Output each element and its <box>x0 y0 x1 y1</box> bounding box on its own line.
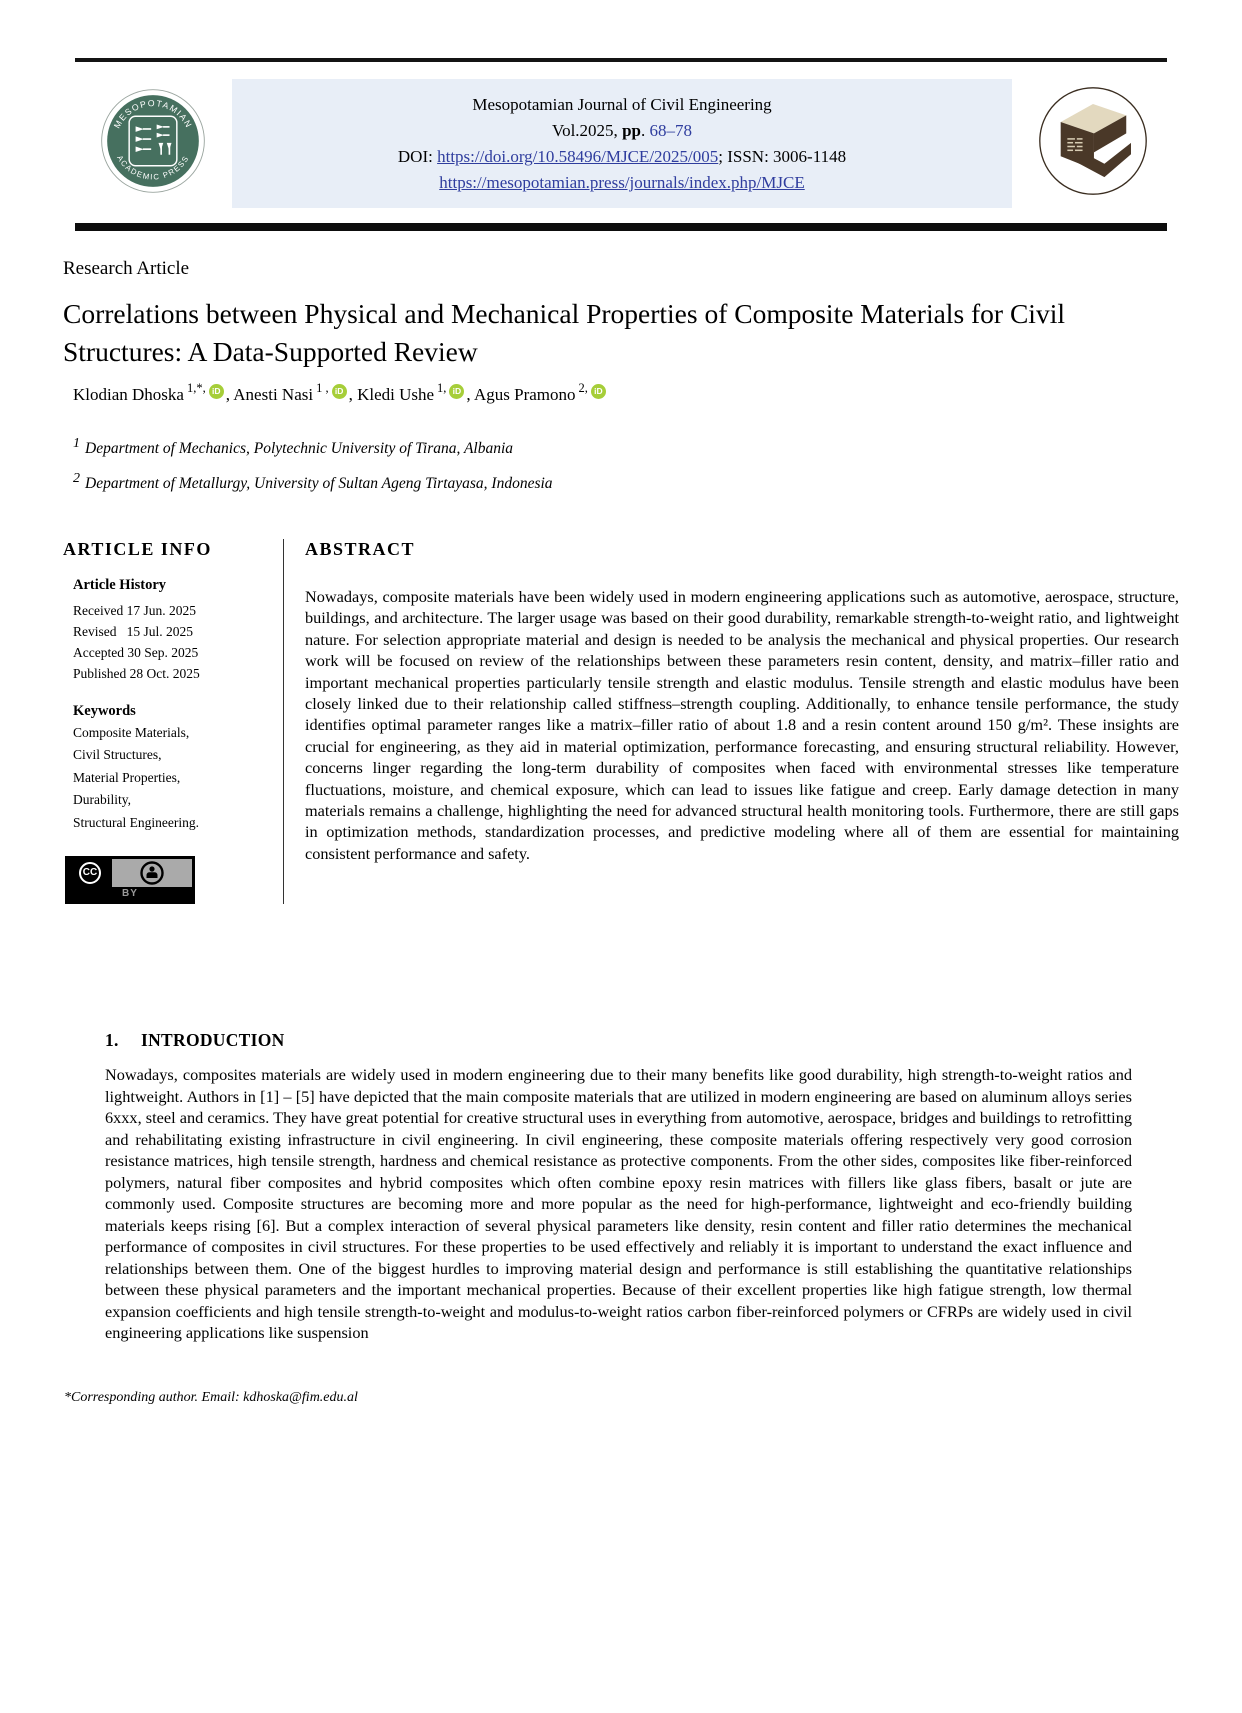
author <box>473 381 608 404</box>
author-name: Kledi Ushe <box>357 384 435 404</box>
article-info-column <box>63 539 283 905</box>
author-separator: , <box>348 384 358 404</box>
journal-title: Mesopotamian Journal of Civil Engineering <box>472 95 772 114</box>
press-logo-arc-bottom-text: ACADEMIC PRESS <box>115 153 191 182</box>
history-item: Published 28 Oct. 2025 <box>73 665 200 681</box>
author-name: Klodian Dhoska <box>73 384 184 404</box>
author-list <box>73 382 1242 405</box>
journal-cover-logo <box>1036 84 1150 203</box>
author <box>233 381 358 404</box>
cc-by-label: BY <box>68 887 192 901</box>
pp-label: pp <box>622 121 641 140</box>
keywords-heading: Keywords <box>73 702 136 719</box>
cc-badge-top <box>68 859 192 887</box>
abstract-text: Nowadays, composite materials have been widely used in modern engineering applications such as automotive, aerospace, structure, buildings, and architecture. The larger usage was based on their good durability, remarkable strength-to-weight ratio, and lightweight nature. For selection appropriate material and design is needed to be analysis the mechanical and physical properties. Our research work will be focused on review of the relationships between these parameters resin content, density, and matrix–filler ratio and important mechanical properties particularly tensile strength and elastic modulus. Tensile strength and elastic modulus have been closely linked due to their relationship called stiffness–strength coupling. Additionally, to enhance tensile performance, the study identifies optimal parameter ranges like a matrix–filler ratio of about 1.8 and a resin content around 150 g/m². These insights are crucial for engineering, as they aid in material optimization, performance forecasting, and ensuring structural reliability. However, concerns linger regarding the long-term durability of composites when faced with environmental stresses like temperature fluctuations, moisture, and chemical exposure, which can lead to issues like fatigue and creep. Early damage detection in many materials remains a challenge, highlighting the need for advanced structural health monitoring tools. Furthermore, there are still gaps in optimization methods, standardization processes, and predictive modeling where all of them are essential for maintaining consistent performance and safety. <box>305 586 1179 863</box>
orcid-icon-label: iD <box>594 385 603 396</box>
author-affil-marker: 1, <box>437 381 447 395</box>
abstract-heading: ABSTRACT <box>305 538 416 559</box>
person-icon <box>112 861 192 885</box>
doi-link[interactable]: https://doi.org/10.58496/MJCE/2025/005 <box>437 147 719 166</box>
section-number: 1. <box>105 1030 119 1051</box>
section-title: INTRODUCTION <box>141 1030 285 1051</box>
author <box>357 381 474 404</box>
author-name: Agus Pramono <box>473 384 576 404</box>
affiliation <box>73 471 1242 493</box>
article-info-heading: ARTICLE INFO <box>63 538 212 559</box>
article-history-heading: Article History <box>73 576 167 593</box>
introduction-heading <box>105 1030 1242 1051</box>
journal-info-box <box>232 79 1012 208</box>
cc-icon: CC <box>79 862 101 884</box>
press-logo-graphic <box>98 86 208 196</box>
page-title: Correlations between Physical and Mechanical Properties of Composite Materials for Civil Structures: A Data-Supported Review <box>63 298 1065 367</box>
mesopotamian-academic-press-logo <box>98 86 208 201</box>
history-item: Revised 15 Jul. 2025 <box>73 623 193 639</box>
author <box>73 381 234 404</box>
keyword-item: Composite Materials, <box>73 724 190 740</box>
affiliation <box>73 436 1242 458</box>
author-separator: , <box>466 384 474 404</box>
journal-site-link[interactable]: https://mesopotamian.press/journals/index.php/MJCE <box>439 173 805 192</box>
author-affil-marker: 1 , <box>316 381 329 395</box>
keyword-item: Civil Structures, <box>73 747 162 763</box>
affiliation-number: 2 <box>73 470 80 486</box>
affiliation-list <box>73 436 1242 493</box>
orcid-icon-label: iD <box>452 385 462 396</box>
author-separator: , <box>225 384 234 404</box>
affiliation-number: 1 <box>73 435 80 451</box>
pp-dot: . <box>640 121 650 140</box>
doi-line <box>242 144 1002 170</box>
corresponding-author-footnote: *Corresponding author. Email: kdhoska@fim.edu.al <box>64 1389 358 1405</box>
volume-prefix: Vol.2025, <box>552 121 623 140</box>
orcid-icon-label: iD <box>334 385 344 396</box>
journal-header <box>98 79 1150 208</box>
volume-line <box>242 118 1002 144</box>
doi-label: DOI: <box>397 147 438 166</box>
introduction-text: Nowadays, composites materials are widely used in modern engineering due to their many benefits like good durability, high strength-to-weight ratios and lightweight. Authors in [1] – [5] have depicted that the main composite materials that are utilized in modern engineering are based on aluminum alloys series 6xxx, steel and ceramics. They have great potential for creative structural uses in everything from automotive, aerospace, bridges and buildings to retrofitting and rehabilitating existing infrastructure in civil engineering. In civil engineering, these composite materials offering respectively very good corrosion resistance matrices, high tensile strength, hardness and chemical resistance as protective components. From the other sides, composites like fiber-reinforced polymers, natural fiber composites and hybrid composites which often combine epoxy resin matrices with fillers like glass fibers, basalt or jute are commonly used. Composite structures are becoming more and more popular as the need for high-performance, lightweight and eco-friendly building materials keeps rising [6]. But a complex interaction of several physical parameters like density, resin content and filler ratio determines the mechanical performance of composites in civil structures. For these properties to be used effectively and reliably it is important to understand the exact influence and relationships between them. One of the biggest hurdles to improving material design and performance is still establishing the quantitative relationships between these physical parameters and the important mechanical properties. Because of their excellent properties like high fatigue strength, low thermal expansion coefficients and high tensile strength-to-weight and modulus-to-weight ratios carbon fiber-reinforced polymers or CFRPs are widely used in civil engineering applications like suspension <box>105 1065 1132 1343</box>
cc-icon-wrap <box>68 859 112 887</box>
orcid-icon[interactable] <box>209 384 224 399</box>
keyword-item: Durability, <box>73 792 131 808</box>
cc-by-license-badge[interactable] <box>65 856 195 904</box>
author-name: Anesti Nasi <box>233 384 314 404</box>
abstract-column <box>283 539 1179 905</box>
history-item: Received 17 Jun. 2025 <box>73 602 196 618</box>
author-affil-marker: 2, <box>578 381 588 395</box>
keyword-item: Structural Engineering. <box>73 814 199 830</box>
top-rule <box>75 58 1167 62</box>
orcid-icon[interactable] <box>332 384 347 399</box>
issn-text: ; ISSN: 3006-1148 <box>718 147 847 166</box>
journal-url-line <box>242 170 1002 196</box>
page-range: 68–78 <box>649 121 692 140</box>
article-type-label: Research Article <box>63 258 190 279</box>
orcid-icon[interactable] <box>449 384 464 399</box>
affiliation-text: Department of Metallurgy, University of Sultan Ageng Tirtayasa, Indonesia <box>85 474 553 492</box>
header-bottom-rule <box>75 223 1167 231</box>
journal-logo-graphic <box>1036 84 1150 198</box>
orcid-icon-label: iD <box>211 385 221 396</box>
orcid-icon[interactable] <box>591 384 606 399</box>
info-abstract-section <box>63 539 1179 905</box>
press-logo-arc-top-text: MESOPOTAMIAN <box>111 98 195 130</box>
keyword-item: Material Properties, <box>73 769 181 785</box>
author-affil-marker: 1,*, <box>186 381 206 395</box>
history-item: Accepted 30 Sep. 2025 <box>73 644 199 660</box>
affiliation-text: Department of Mechanics, Polytechnic University of Tirana, Albania <box>85 439 514 457</box>
